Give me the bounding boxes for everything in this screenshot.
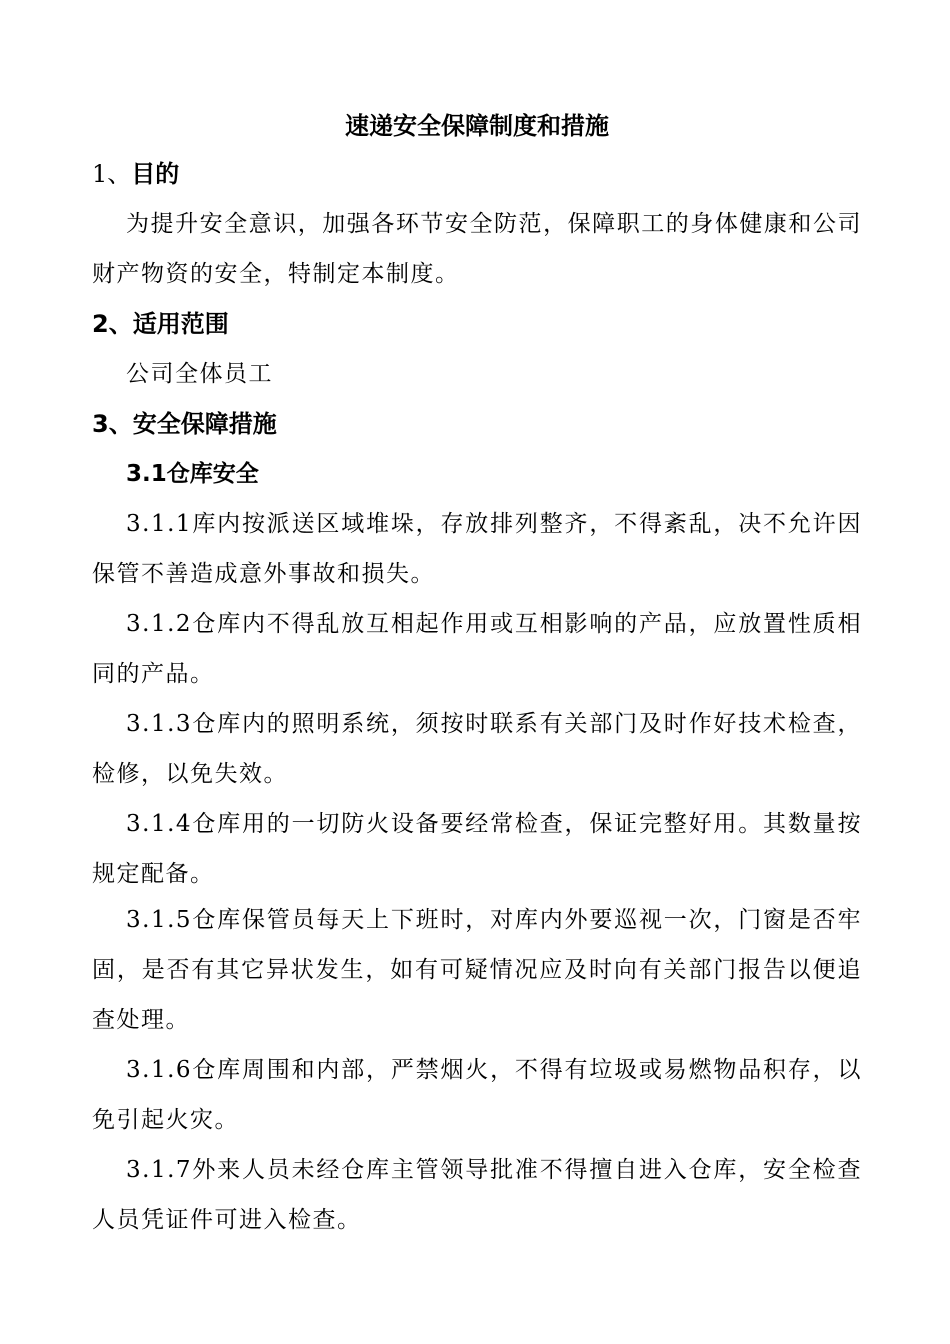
list-item: 3.1.4仓库用的一切防火设备要经常检查，保证完整好用。其数量按规定配备。 bbox=[92, 811, 862, 887]
section-paragraph-purpose: 为提升安全意识，加强各环节安全防范，保障职工的身体健康和公司财产物资的安全，特制定本制度。 bbox=[92, 211, 862, 287]
section-heading-label: 目的 bbox=[131, 160, 180, 188]
section-paragraph-scope: 公司全体员工 bbox=[126, 361, 273, 387]
section-heading-purpose bbox=[92, 158, 179, 190]
list-item: 3.1.6仓库周围和内部，严禁烟火，不得有垃圾或易燃物品积存，以免引起火灾。 bbox=[92, 1057, 862, 1133]
list-item: 3.1.5仓库保管员每天上下班时，对库内外要巡视一次，门窗是否牢固，是否有其它异状发生，如有可疑情况应及时向有关部门报告以便追查处理。 bbox=[92, 907, 862, 1033]
section-heading-scope bbox=[92, 308, 229, 340]
list-item: 3.1.1库内按派送区域堆垛，存放排列整齐，不得紊乱，决不允许因保管不善造成意外事故和损失。 bbox=[92, 511, 862, 587]
document-title: 速递安全保障制度和措施 bbox=[345, 112, 609, 140]
list-item: 3.1.3仓库内的照明系统，须按时联系有关部门及时作好技术检查，检修，以免失效。 bbox=[92, 711, 862, 787]
subsection-heading-warehouse: 3.1仓库安全 bbox=[126, 461, 259, 487]
section-heading-label: 适用范围 bbox=[132, 310, 229, 338]
section-heading-measures bbox=[92, 408, 277, 440]
section-heading-label: 安全保障措施 bbox=[132, 410, 277, 438]
list-item: 3.1.7外来人员未经仓库主管领导批准不得擅自进入仓库，安全检查人员凭证件可进入检查。 bbox=[92, 1157, 862, 1233]
section-number: 2、 bbox=[92, 310, 133, 338]
list-item: 3.1.2仓库内不得乱放互相起作用或互相影响的产品，应放置性质相同的产品。 bbox=[92, 611, 862, 687]
section-number: 1、 bbox=[92, 160, 132, 188]
section-number: 3、 bbox=[92, 410, 133, 438]
